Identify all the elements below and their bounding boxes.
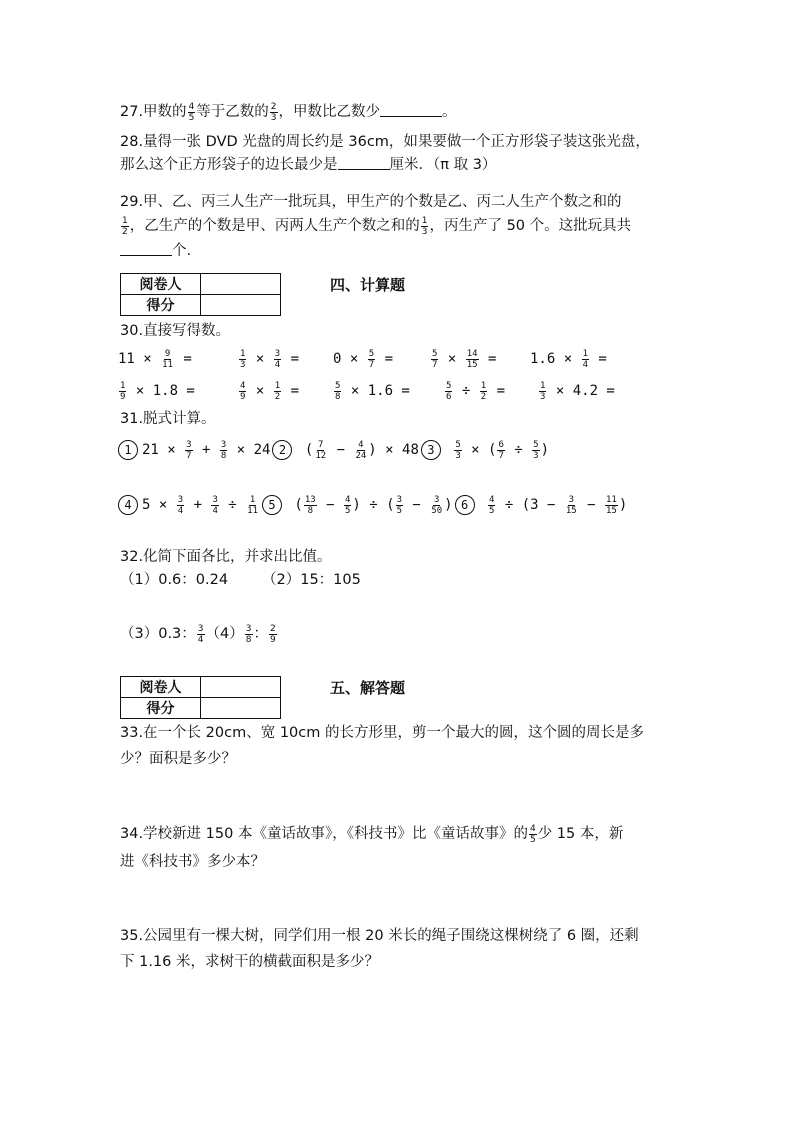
section-5-title: 五、解答题 — [330, 679, 406, 697]
question-30-title: 30.直接写得数。 — [120, 323, 231, 339]
grader-table-2 — [120, 676, 281, 719]
question-29-line1: 29.甲、乙、丙三人生产一批玩具，甲生产的个数是乙、丙二人生产个数之和的 — [120, 194, 622, 210]
score-label: 得分 — [121, 698, 201, 719]
score-cell[interactable] — [201, 698, 281, 719]
question-33-line2: 少？面积是多少？ — [120, 751, 236, 767]
question-32-title: 32.化简下面各比，并求出比值。 — [120, 549, 332, 565]
question-35-line1: 35.公园里有一棵大树，同学们用一根 20 米长的绳子围绕这棵树绕了 6 圈，还剩 — [120, 928, 639, 944]
reviewer-cell[interactable] — [201, 677, 281, 698]
fraction: $\frac{3}{8}$ — [245, 623, 252, 645]
reviewer-label: 阅卷人 — [121, 274, 201, 295]
question-29-line3: 个. — [120, 240, 191, 262]
score-cell[interactable] — [201, 295, 281, 316]
reviewer-label: 阅卷人 — [121, 677, 201, 698]
question-32-part2: （2）15：105 — [262, 572, 361, 588]
section-4-title: 四、计算题 — [330, 276, 406, 294]
fraction: $\frac{1}{2}$ — [122, 215, 128, 237]
calc-30-5: 1.6 × $\frac{1}{4}$ = — [530, 348, 607, 370]
question-28-line2: 那么这个正方形袋子的边长最少是 厘米．（π 取 3） — [120, 157, 497, 173]
calc-30-4: $\frac{5}{7}$ × $\frac{14}{15}$ = — [432, 348, 497, 370]
fraction: $\frac{3}{4}$ — [197, 623, 204, 645]
calc-31-row2: 4 5 × $\frac{3}{4}$ + $\frac{3}{4}$ ÷ $\frac{1}{11}$ 5 ( $\frac{13}{8}$ − $\frac{4}{5}$ ) ÷ ( $\frac{3}{5}$ − $\frac{3}{50}$ ) 6 $\frac{4}{5}$ ÷ (3 − $\frac{3}{15}$ − $\frac{11}{15}$ ) — [118, 492, 627, 518]
score-label: 得分 — [121, 295, 201, 316]
question-27: 27.甲数的 $\frac{4}{5}$ 等于乙数的 $\frac{2}{3}$ ，甲数比乙数少 。 — [120, 101, 457, 123]
grader-table — [120, 273, 281, 316]
fraction: $\frac{2}{9}$ — [270, 623, 276, 645]
question-29-line2: $\frac{1}{2}$ ，乙生产的个数是甲、丙两人生产个数之和的 $\frac{1}{3}$ ，丙生产了 50 个。这批玩具共 — [122, 215, 632, 237]
calc-30-3: 0 × $\frac{5}{7}$ = — [333, 348, 393, 370]
question-34-line2: 进《科技书》多少本？ — [120, 854, 265, 870]
calc-30-7: $\frac{4}{9}$ × $\frac{1}{2}$ = — [240, 380, 299, 402]
question-32-part1: （1）0.6：0.24 — [120, 572, 229, 588]
calc-30-6: $\frac{1}{9}$ × 1.8 = — [120, 380, 195, 402]
question-34-line1: 34.学校新进 150 本《童话故事》，《科技书》比《童话故事》的 $\frac{4}{5}$ 少 15 本，新 — [120, 823, 624, 845]
fraction: $\frac{4}{5}$ — [529, 823, 536, 845]
question-33-line1: 33.在一个长 20cm、宽 10cm 的长方形里，剪一个最大的圆，这个圆的周长是多 — [120, 725, 644, 741]
reviewer-cell[interactable] — [201, 274, 281, 295]
calc-30-10: $\frac{1}{3}$ × 4.2 = — [540, 380, 615, 402]
question-35-line2: 下 1.16 米，求树干的横截面积是多少？ — [120, 954, 380, 970]
question-28-line1: 28.量得一张 DVD 光盘的周长约是 36cm，如果要做一个正方形袋子装这张光盘， — [120, 134, 650, 150]
calc-30-1: 11 × $\frac{9}{11}$ = — [118, 348, 192, 370]
fraction: $\frac{1}{3}$ — [421, 215, 428, 237]
answer-blank[interactable] — [338, 155, 390, 170]
calc-30-2: $\frac{1}{3}$ × $\frac{3}{4}$ = — [240, 348, 299, 370]
calc-31-row1: 1 21 × $\frac{3}{7}$ + $\frac{3}{8}$ × 24 2 ( $\frac{7}{12}$ − $\frac{4}{24}$ ) × 48 3 $\frac{5}{3}$ × ( $\frac{6}{7}$ ÷ $\frac{5}{3}$ ) — [118, 437, 549, 463]
question-32-row2: （3）0.3： $\frac{3}{4}$ （4） $\frac{3}{8}$ ： $\frac{2}{9}$ — [120, 623, 276, 645]
answer-blank[interactable] — [380, 102, 442, 117]
answer-blank[interactable] — [120, 241, 172, 256]
fraction: $\frac{4}{5}$ — [188, 101, 195, 123]
question-31-title: 31.脱式计算。 — [120, 411, 216, 427]
calc-30-8: $\frac{5}{8}$ × 1.6 = — [335, 380, 410, 402]
fraction: $\frac{2}{3}$ — [270, 101, 277, 123]
calc-30-9: $\frac{5}{6}$ ÷ $\frac{1}{2}$ = — [446, 380, 505, 402]
